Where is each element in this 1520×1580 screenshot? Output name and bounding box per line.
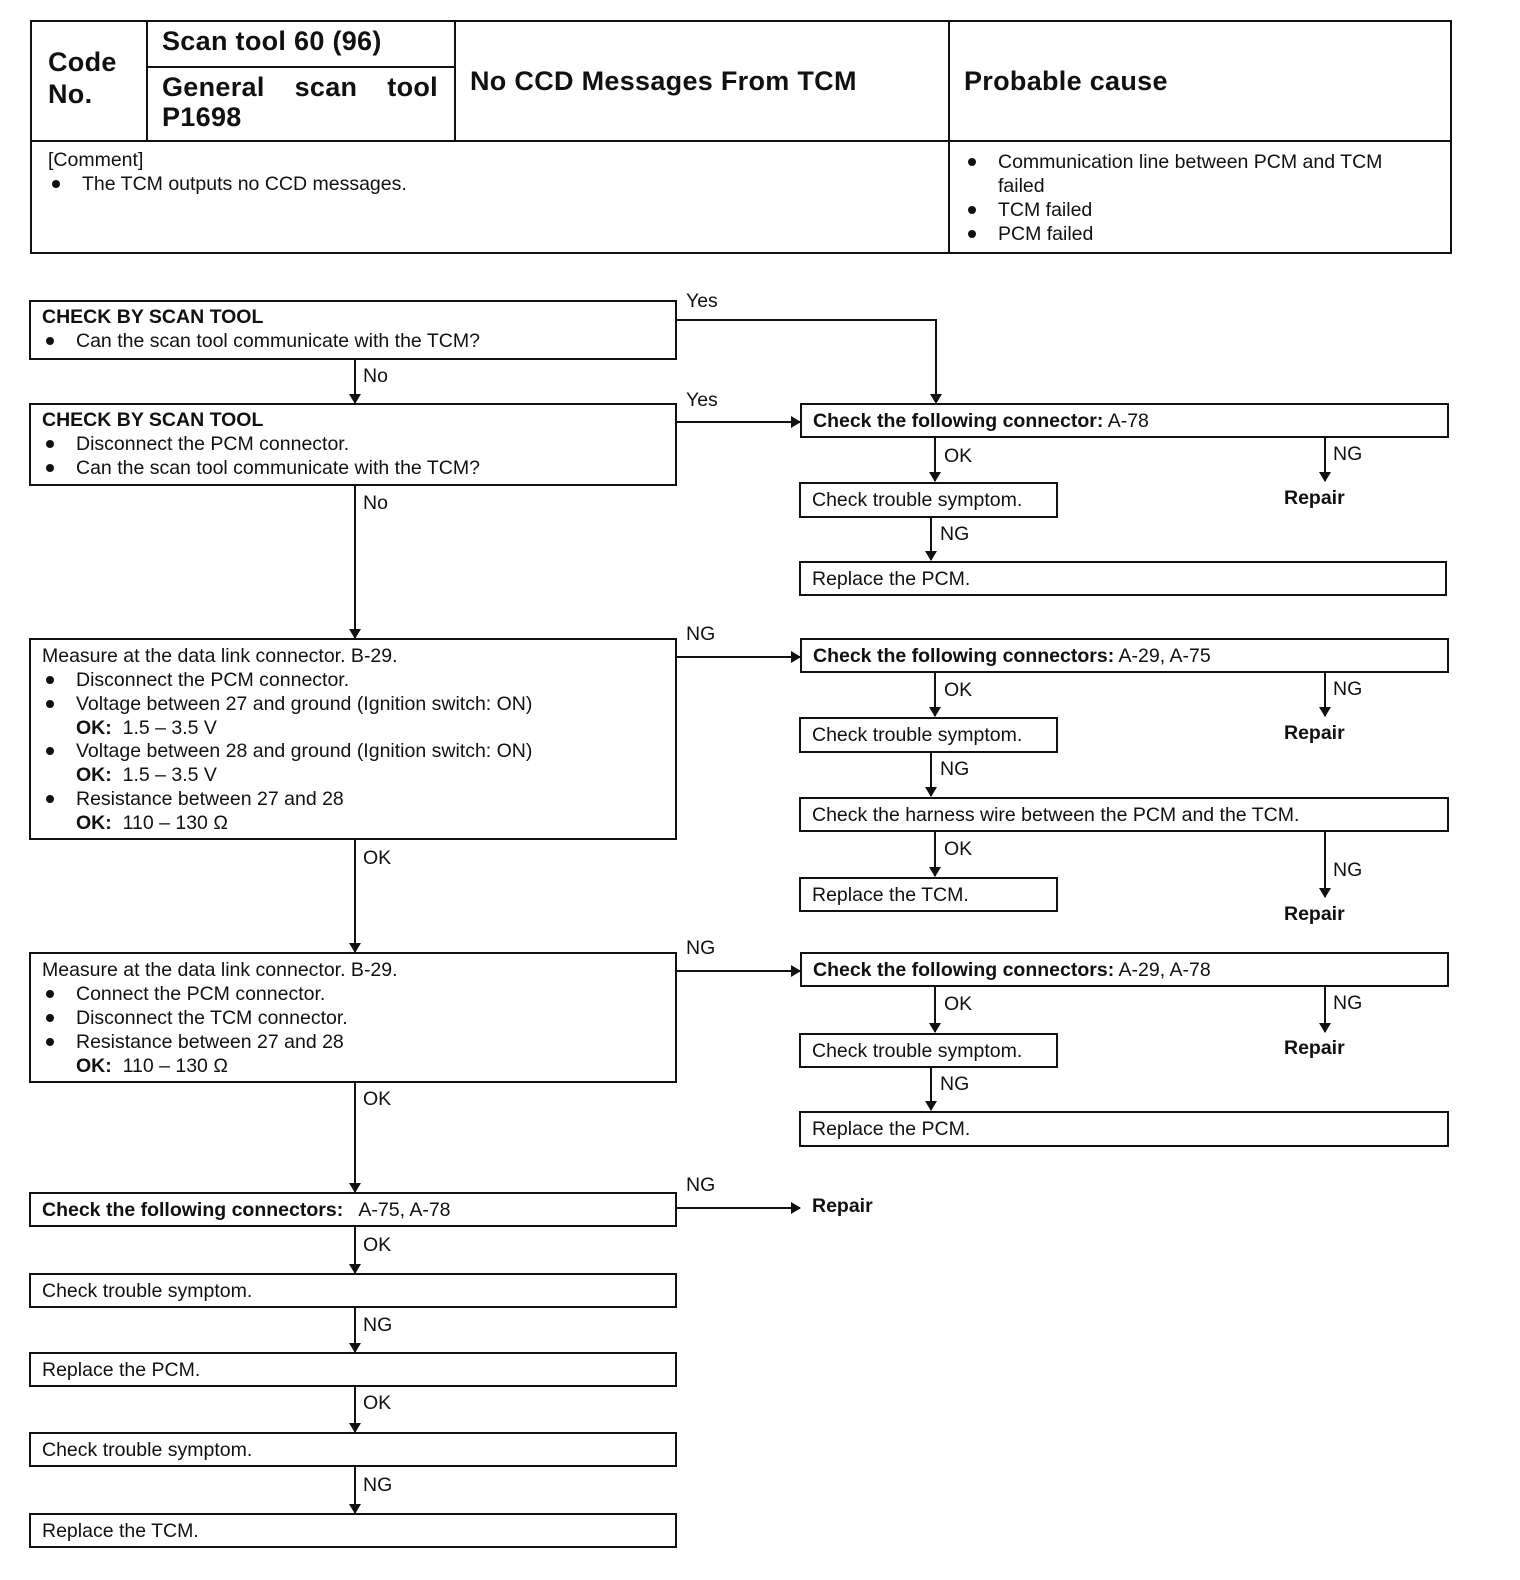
- flow-label-no: No: [363, 365, 388, 387]
- repair-label: Repair: [1284, 903, 1345, 925]
- flow-label-no: No: [363, 492, 388, 514]
- title-cell: [456, 22, 950, 142]
- ok-criterion: OK: 1.5 – 3.5 V: [76, 764, 217, 786]
- flow-label-ng: NG: [1333, 443, 1363, 465]
- general-scan-tool-cell: [148, 68, 456, 142]
- flow-label-yes: Yes: [686, 290, 718, 312]
- step-measure-data-link-2: [29, 952, 677, 1083]
- step-check-trouble-symptom: Check trouble symptom.: [29, 1273, 677, 1308]
- flow-label-ok: OK: [363, 1088, 392, 1110]
- probable-cause-header-cell: [950, 22, 1450, 142]
- step-item: Disconnect the PCM connector.: [31, 432, 349, 456]
- step-item: Disconnect the TCM connector.: [31, 1006, 348, 1030]
- page-title: No CCD Messages From TCM: [470, 66, 857, 96]
- flow-label-ng: NG: [1333, 992, 1363, 1014]
- cause-item: Communication line between PCM and TCM: [964, 150, 1382, 174]
- flow-label-ng: NG: [686, 1174, 716, 1196]
- flow-label-ng: NG: [363, 1314, 393, 1336]
- ok-criterion: OK: 110 – 130 Ω: [76, 1055, 228, 1077]
- cause-item-continued: failed: [998, 175, 1045, 197]
- branch-b-check-trouble-symptom: Check trouble symptom.: [799, 717, 1058, 753]
- repair-label: Repair: [1284, 722, 1345, 744]
- flow-label-ng: NG: [940, 523, 970, 545]
- causes-cell: [950, 142, 1450, 252]
- branch-c-check-connectors: Check the following connectors: A-29, A-78: [800, 952, 1449, 987]
- branch-b-check-connectors: Check the following connectors: A-29, A-75: [800, 638, 1449, 673]
- step-title: Measure at the data link connector. B-29.: [42, 959, 398, 981]
- general-scan-tool: General scan tool: [162, 72, 438, 102]
- cause-item: PCM failed: [964, 222, 1093, 246]
- step-title: Measure at the data link connector. B-29.: [42, 645, 398, 667]
- branch-a-check-connector: Check the following connector: A-78: [800, 403, 1449, 438]
- branch-b-replace-tcm: Replace the TCM.: [799, 877, 1058, 912]
- flow-label-ok: OK: [363, 847, 392, 869]
- flow-label-ng: NG: [1333, 859, 1363, 881]
- repair-label: Repair: [812, 1195, 873, 1217]
- step-item: Can the scan tool communicate with the TCM?: [31, 456, 480, 480]
- step-title: CHECK BY SCAN TOOL: [42, 306, 264, 328]
- comment-text: The TCM outputs no CCD messages.: [48, 172, 407, 196]
- scan-tool-60: Scan tool 60 (96): [162, 26, 382, 56]
- step-title: CHECK BY SCAN TOOL: [42, 409, 264, 431]
- ok-criterion: OK: 1.5 – 3.5 V: [76, 717, 217, 739]
- flow-label-ok: OK: [944, 445, 973, 467]
- flow-label-ok: OK: [363, 1392, 392, 1414]
- step-item: Voltage between 27 and ground (Ignition switch: ON): [31, 692, 532, 716]
- step-check-connectors-a75-a78: Check the following connectors: A-75, A-78: [29, 1192, 677, 1227]
- code-label-cell: [32, 22, 148, 142]
- step-item: Resistance between 27 and 28: [31, 1030, 344, 1054]
- flow-label-ok: OK: [944, 679, 973, 701]
- probable-cause-label: Probable cause: [964, 66, 1168, 96]
- step-check-scan-tool-2: [29, 403, 677, 486]
- step-replace-tcm: Replace the TCM.: [29, 1513, 677, 1548]
- branch-a-check-trouble-symptom: Check trouble symptom.: [799, 482, 1058, 518]
- comment-cell: [32, 142, 950, 252]
- step-item: Connect the PCM connector.: [31, 982, 325, 1006]
- flow-label-ng: NG: [686, 623, 716, 645]
- step-replace-pcm: Replace the PCM.: [29, 1352, 677, 1387]
- step-item: Resistance between 27 and 28: [31, 787, 344, 811]
- comment-label: [Comment]: [48, 149, 144, 171]
- step-item: Can the scan tool communicate with the TCM?: [31, 329, 480, 353]
- flow-label-ng: NG: [1333, 678, 1363, 700]
- code-label: Code No.: [48, 47, 117, 109]
- step-check-scan-tool-1: [29, 300, 677, 360]
- flow-label-yes: Yes: [686, 389, 718, 411]
- header-table: [30, 20, 1452, 254]
- step-item: Disconnect the PCM connector.: [31, 668, 349, 692]
- flow-label-ok: OK: [944, 838, 973, 860]
- flow-label-ng: NG: [940, 758, 970, 780]
- step-check-trouble-symptom: Check trouble symptom.: [29, 1432, 677, 1467]
- flow-label-ng: NG: [940, 1073, 970, 1095]
- repair-label: Repair: [1284, 487, 1345, 509]
- code-value: P1698: [162, 102, 242, 132]
- cause-item: TCM failed: [964, 198, 1092, 222]
- step-item: Voltage between 28 and ground (Ignition switch: ON): [31, 739, 532, 763]
- flow-label-ng: NG: [686, 937, 716, 959]
- branch-c-check-trouble-symptom: Check trouble symptom.: [799, 1033, 1058, 1068]
- ok-criterion: OK: 110 – 130 Ω: [76, 812, 228, 834]
- step-measure-data-link-1: [29, 638, 677, 840]
- scan-tool-cell: [148, 22, 456, 68]
- branch-c-replace-pcm: Replace the PCM.: [799, 1111, 1449, 1147]
- repair-label: Repair: [1284, 1037, 1345, 1059]
- branch-b-check-harness: Check the harness wire between the PCM and the TCM.: [799, 797, 1449, 832]
- flow-label-ok: OK: [944, 993, 973, 1015]
- branch-a-replace-pcm: Replace the PCM.: [799, 561, 1447, 596]
- flow-label-ng: NG: [363, 1474, 393, 1496]
- flow-label-ok: OK: [363, 1234, 392, 1256]
